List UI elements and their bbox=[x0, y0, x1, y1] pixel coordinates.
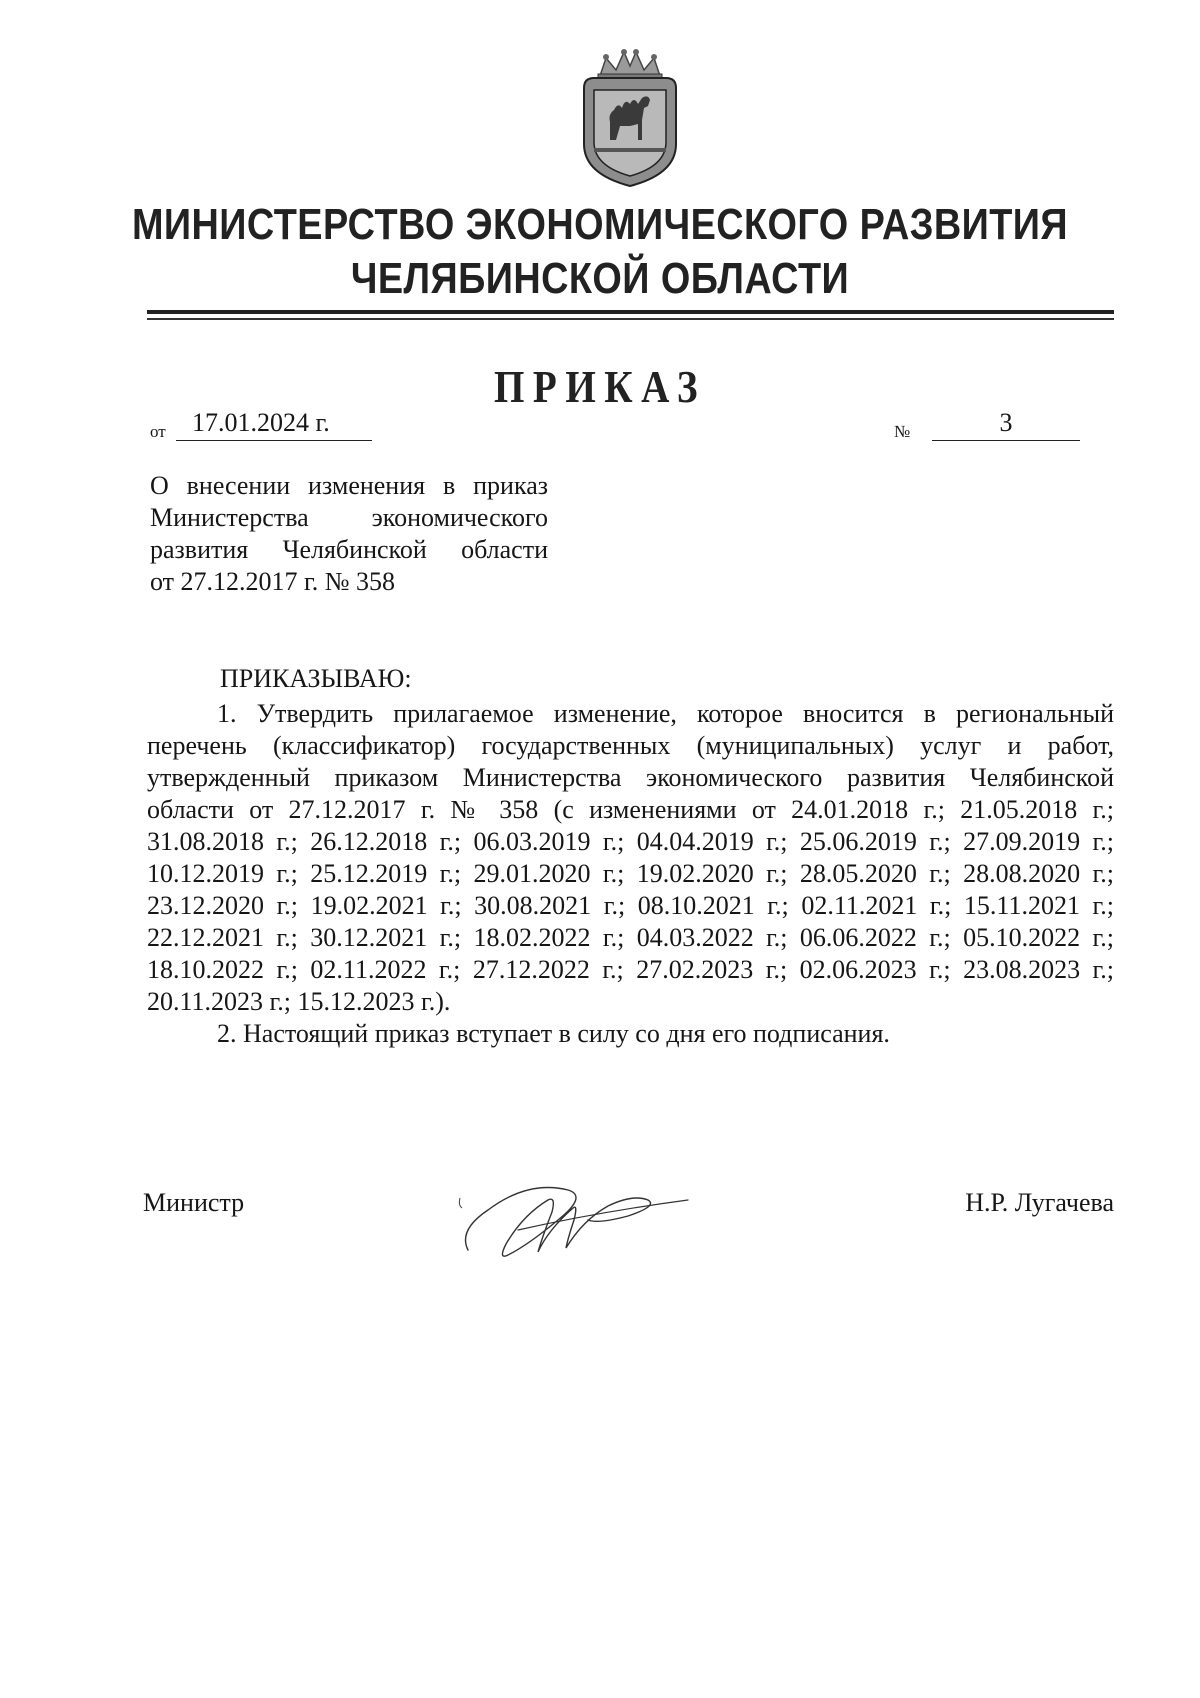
organization-name-line1: МИНИСТЕРСТВО ЭКОНОМИЧЕСКОГО РАЗВИТИЯ bbox=[131, 200, 1069, 249]
order-directive: ПРИКАЗЫВАЮ: bbox=[220, 664, 412, 693]
signatory-name: Н.Р. Лугачева bbox=[965, 1188, 1114, 1217]
subject-line: О внесении изменения в приказ bbox=[150, 471, 548, 500]
subject-line: от 27.12.2017 г. № 358 bbox=[150, 567, 396, 596]
signatory-title: Министр bbox=[143, 1188, 245, 1217]
document-date-text: 17.01.2024 г. bbox=[192, 408, 330, 437]
subject-line: Министерства экономического bbox=[150, 503, 548, 532]
subject-line: развития Челябинской области bbox=[150, 535, 548, 564]
header-rule-thick bbox=[147, 310, 1114, 314]
handwritten-signature bbox=[448, 1160, 698, 1270]
organization-name-line2: ЧЕЛЯБИНСКОЙ ОБЛАСТИ bbox=[350, 254, 850, 303]
document-type-title: ПРИКАЗ bbox=[494, 361, 706, 412]
document-subject bbox=[150, 470, 548, 598]
header-rule-thin bbox=[147, 318, 1114, 320]
document-date bbox=[176, 408, 372, 441]
body-paragraph-2: 2. Настоящий приказ вступает в силу со дня его подписания. bbox=[217, 1019, 890, 1048]
coat-of-arms-emblem bbox=[570, 48, 690, 188]
date-prefix-label: от bbox=[150, 422, 166, 441]
body-paragraph-1: 1. Утвердить прилагаемое изменение, которое вносится в региональный перечень (классификатор) государственных (муниципальных) услуг и работ, утвержденный приказом Министерства экономического развития Челябинской области от 27.12.2017 г. № 358 (с изменениями от 24.01.2018 г.; 21.05.2018 г.; 31.08.2018 г.; 26.12.2018 г.; 06.03.2019 г.; 04.04.2019 г.; 25.06.2019 г.; 27.09.2019 г.; 10.12.2019 г.; 25.12.2019 г.; 29.01.2020 г.; 19.02.2020 г.; 28.05.2020 г.; 28.08.2020 г.; 23.12.2020 г.; 19.02.2021 г.; 30.08.2021 г.; 08.10.2021 г.; 02.11.2021 г.; 15.11.2021 г.; 22.12.2021 г.; 30.12.2021 г.; 18.02.2022 г.; 04.03.2022 г.; 06.06.2022 г.; 05.10.2022 г.; 18.10.2022 г.; 02.11.2022 г.; 27.12.2022 г.; 27.02.2023 г.; 02.06.2023 г.; 23.08.2023 г.; 20.11.2023 г.; 15.12.2023 г.). bbox=[147, 699, 1114, 1016]
document-body bbox=[147, 698, 1114, 1050]
document-number: 3 bbox=[932, 408, 1080, 441]
number-sign-label: № bbox=[894, 422, 911, 441]
